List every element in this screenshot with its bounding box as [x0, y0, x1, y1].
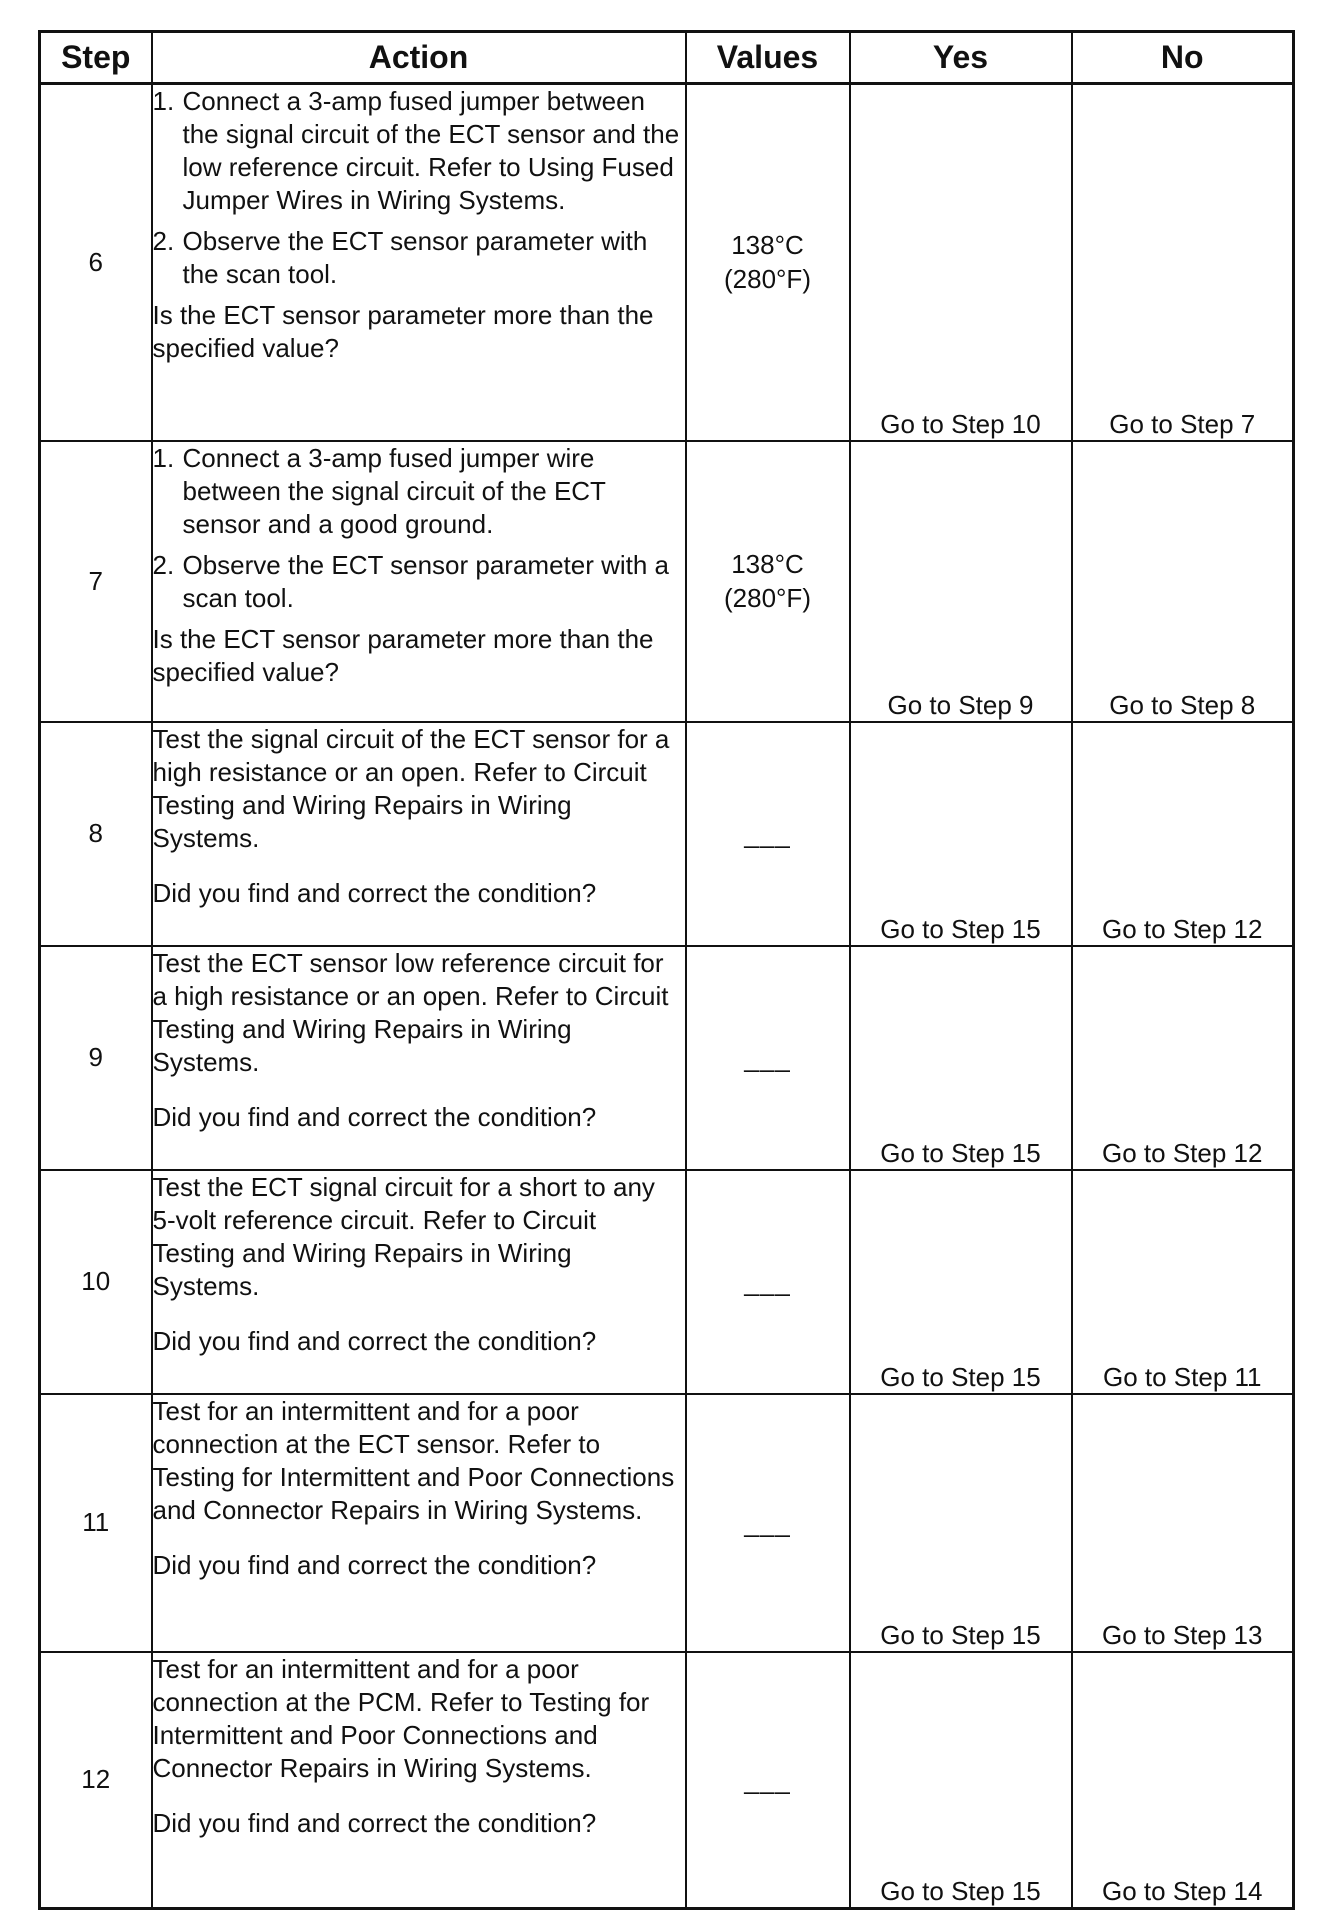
- values-cell: [686, 441, 850, 722]
- action-item: 1. Connect a 3-amp fused jumper wire between the signal circuit of the ECT sensor and a good ground.: [152, 442, 606, 539]
- yes-cell: Go to Step 15: [850, 1170, 1072, 1394]
- value-none: ___: [744, 1764, 791, 1795]
- yes-cell: Go to Step 15: [850, 1652, 1072, 1909]
- yes-cell: Go to Step 9: [850, 441, 1072, 722]
- action-cell: [152, 1170, 686, 1394]
- action-question: Did you find and correct the condition?: [152, 1325, 597, 1356]
- step-number: 6: [40, 84, 152, 441]
- action-item: 2. Observe the ECT sensor parameter with the scan tool.: [152, 226, 648, 289]
- value-none: ___: [744, 1042, 791, 1073]
- action-text: Test the signal circuit of the ECT sensor for a high resistance or an open. Refer to Circuit Testing and Wiring Repairs in Wiring Systems.: [152, 723, 670, 853]
- no-cell: Go to Step 13: [1072, 1394, 1294, 1652]
- value-celsius: 138°C: [731, 549, 804, 579]
- action-cell: [152, 84, 686, 441]
- table-row-step-7: [40, 441, 1294, 722]
- yes-cell: Go to Step 15: [850, 722, 1072, 946]
- no-cell: Go to Step 11: [1072, 1170, 1294, 1394]
- table-row-step-12: [40, 1652, 1294, 1909]
- values-cell: [686, 946, 850, 1170]
- step-number: 11: [40, 1394, 152, 1652]
- yes-cell: Go to Step 10: [850, 84, 1072, 441]
- step-number: 7: [40, 441, 152, 722]
- header-yes: Yes: [850, 32, 1072, 84]
- header-values: Values: [686, 32, 850, 84]
- table-row-step-11: [40, 1394, 1294, 1652]
- values-cell: [686, 1394, 850, 1652]
- action-question: Did you find and correct the condition?: [152, 1101, 597, 1132]
- values-cell: [686, 722, 850, 946]
- action-cell: [152, 441, 686, 722]
- action-question: Did you find and correct the condition?: [152, 1549, 597, 1580]
- yes-cell: Go to Step 15: [850, 946, 1072, 1170]
- value-none: ___: [744, 818, 791, 849]
- values-cell: [686, 84, 850, 441]
- action-item: 1. Connect a 3-amp fused jumper between the signal circuit of the ECT sensor and the low reference circuit. Refer to Using Fused Jumper Wires in Wiring Systems.: [152, 86, 680, 215]
- action-list: [153, 442, 685, 615]
- value-none: ___: [744, 1507, 791, 1538]
- action-text: Test the ECT signal circuit for a short to any 5-volt reference circuit. Refer to Circuit Testing and Wiring Repairs in Wiring Systems.: [152, 1171, 655, 1301]
- action-cell: [152, 1652, 686, 1909]
- action-item-text: Observe the ECT sensor parameter with a scan tool.: [182, 549, 670, 613]
- action-question: Is the ECT sensor parameter more than the specified value?: [152, 623, 654, 687]
- header-row: [40, 32, 1294, 84]
- action-cell: [152, 722, 686, 946]
- table-row-step-10: [40, 1170, 1294, 1394]
- table-row-step-6: [40, 84, 1294, 441]
- yes-cell: Go to Step 15: [850, 1394, 1072, 1652]
- action-text: Test the ECT sensor low reference circuit for a high resistance or an open. Refer to Circuit Testing and Wiring Repairs in Wiring Systems.: [152, 947, 669, 1077]
- step-number: 10: [40, 1170, 152, 1394]
- step-number: 12: [40, 1652, 152, 1909]
- action-cell: [152, 946, 686, 1170]
- action-item-text: Connect a 3-amp fused jumper wire between the signal circuit of the ECT sensor and a good ground.: [182, 442, 606, 539]
- action-question: Did you find and correct the condition?: [152, 1807, 597, 1838]
- action-list: [153, 85, 685, 291]
- no-cell: Go to Step 12: [1072, 946, 1294, 1170]
- action-item-text: Connect a 3-amp fused jumper between the signal circuit of the ECT sensor and the low reference circuit. Refer to Using Fused Jumper Wires in Wiring Systems.: [182, 86, 680, 215]
- diagnostic-table: [38, 30, 1295, 1910]
- action-text: Test for an intermittent and for a poor connection at the ECT sensor. Refer to Testing for Intermittent and Poor Connections and Connector Repairs in Wiring Systems.: [152, 1395, 675, 1525]
- action-question: Is the ECT sensor parameter more than the specified value?: [152, 300, 654, 363]
- table-row-step-9: [40, 946, 1294, 1170]
- value-none: ___: [744, 1266, 791, 1297]
- step-number: 8: [40, 722, 152, 946]
- action-item: 2. Observe the ECT sensor parameter with a scan tool.: [152, 549, 670, 613]
- values-cell: [686, 1652, 850, 1909]
- table-row-step-8: [40, 722, 1294, 946]
- action-item-text: Observe the ECT sensor parameter with the scan tool.: [182, 226, 648, 289]
- action-cell: [152, 1394, 686, 1652]
- action-text: Test for an intermittent and for a poor connection at the PCM. Refer to Testing for Intermittent and Poor Connections and Connector Repairs in Wiring Systems.: [152, 1653, 650, 1783]
- no-cell: Go to Step 8: [1072, 441, 1294, 722]
- values-cell: [686, 1170, 850, 1394]
- header-no: No: [1072, 32, 1294, 84]
- header-step: Step: [40, 32, 152, 84]
- step-number: 9: [40, 946, 152, 1170]
- no-cell: Go to Step 7: [1072, 84, 1294, 441]
- action-question: Did you find and correct the condition?: [152, 877, 597, 908]
- header-action: Action: [152, 32, 686, 84]
- value-celsius: 138°C: [731, 230, 804, 261]
- value-fahrenheit: (280°F): [724, 583, 811, 613]
- no-cell: Go to Step 12: [1072, 722, 1294, 946]
- value-fahrenheit: (280°F): [724, 264, 811, 295]
- no-cell: Go to Step 14: [1072, 1652, 1294, 1909]
